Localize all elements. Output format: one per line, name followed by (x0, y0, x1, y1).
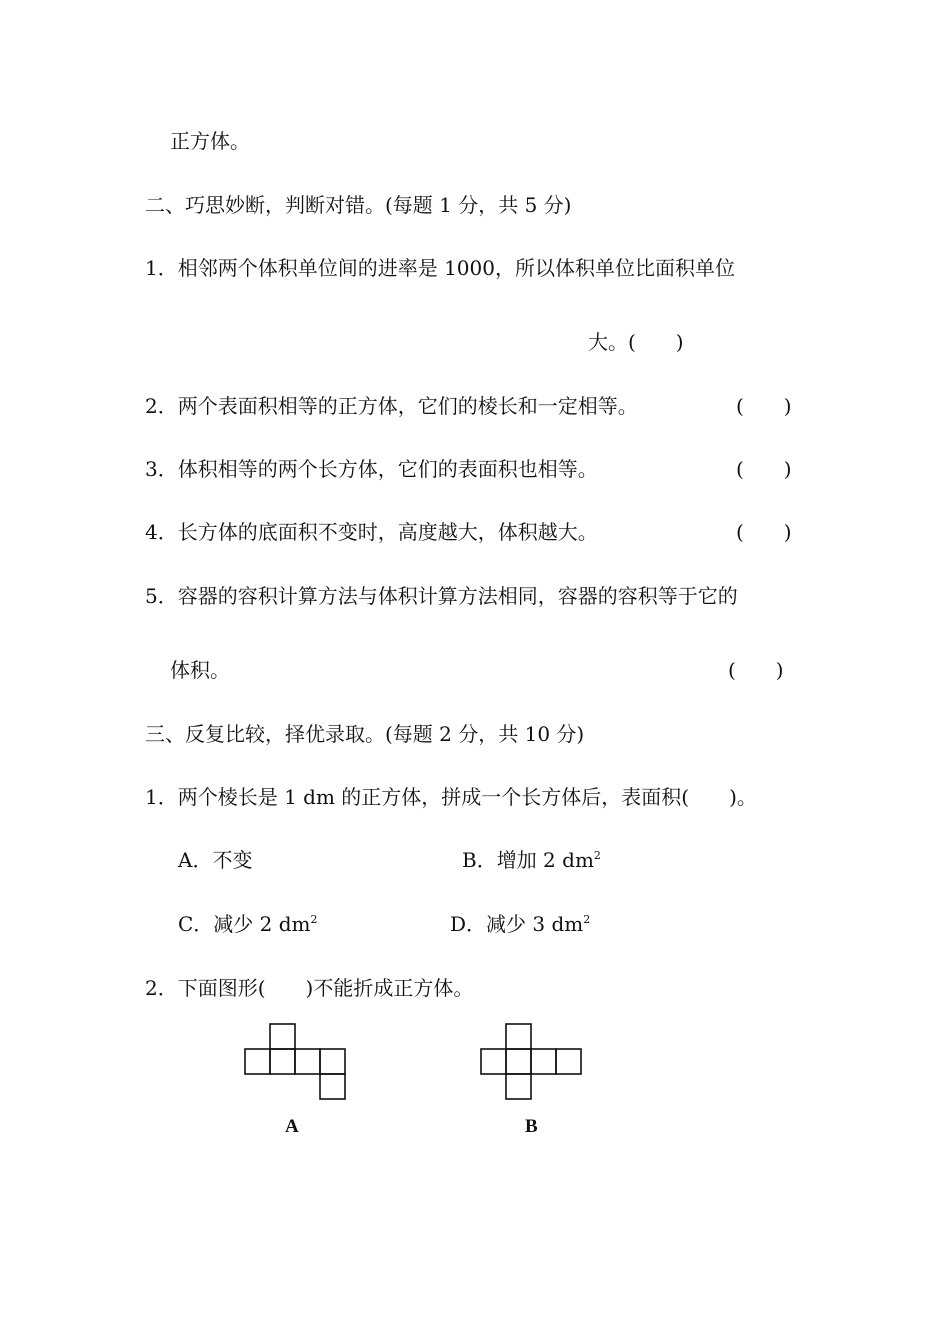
s2-item4-text: 4．长方体的底面积不变时，高度越大，体积越大。 (145, 520, 598, 544)
figure-a-label: A (285, 1116, 299, 1137)
s2-item5-line1: 5．容器的容积计算方法与体积计算方法相同，容器的容积等于它的 (145, 584, 738, 608)
cube-net-figure-a (244, 1023, 348, 1101)
s3-q1-option-a[interactable] (178, 846, 252, 874)
section2-heading: 二、巧思妙断，判断对错。(每题 1 分，共 5 分) (145, 193, 572, 217)
net-a-square (320, 1049, 345, 1074)
net-a-square (270, 1024, 295, 1049)
option-a-text: A．不变 (178, 848, 253, 872)
continuation-text: 正方体。 (170, 129, 250, 153)
net-a-square (295, 1049, 320, 1074)
net-b-square (506, 1074, 531, 1099)
net-a-square (245, 1049, 270, 1074)
net-b-square (531, 1049, 556, 1074)
s2-item3-text: 3．体积相等的两个长方体，它们的表面积也相等。 (145, 457, 598, 481)
cube-net-figure-b (480, 1023, 584, 1101)
net-a-square (320, 1074, 345, 1099)
net-b-square (556, 1049, 581, 1074)
s3-q1-stem: 1．两个棱长是 1 dm 的正方体，拼成一个长方体后，表面积( )。 (145, 785, 757, 809)
net-b-square (506, 1024, 531, 1049)
s2-item1-line2: 大。( ) (588, 330, 684, 354)
figure-b-label: B (525, 1116, 538, 1137)
net-b-square (481, 1049, 506, 1074)
option-d-text: D．减少 3 dm (450, 912, 584, 936)
s2-item5-answer-blank[interactable]: ( ) (728, 658, 784, 682)
s3-q1-option-b[interactable] (462, 846, 601, 874)
net-a-square (270, 1049, 295, 1074)
s3-q2-stem: 2．下面图形( )不能折成正方体。 (145, 976, 474, 1000)
option-c-exponent: 2 (310, 913, 318, 926)
s2-item4-answer-blank[interactable]: ( ) (736, 520, 792, 544)
s3-q1-option-d[interactable] (450, 910, 590, 938)
option-b-text: B．增加 2 dm (462, 848, 594, 872)
s2-item1-line1: 1．相邻两个体积单位间的进率是 1000，所以体积单位比面积单位 (145, 256, 735, 280)
option-c-text: C．减少 2 dm (178, 912, 311, 936)
s3-q1-option-c[interactable] (178, 910, 318, 938)
s2-item2-text: 2．两个表面积相等的正方体，它们的棱长和一定相等。 (145, 394, 638, 418)
net-b-square (506, 1049, 531, 1074)
s2-item3-answer-blank[interactable]: ( ) (736, 457, 792, 481)
section3-heading: 三、反复比较，择优录取。(每题 2 分，共 10 分) (145, 722, 585, 746)
s2-item2-answer-blank[interactable]: ( ) (736, 394, 792, 418)
s2-item5-line2: 体积。 (170, 658, 230, 682)
option-b-exponent: 2 (593, 849, 601, 862)
option-d-exponent: 2 (583, 913, 591, 926)
